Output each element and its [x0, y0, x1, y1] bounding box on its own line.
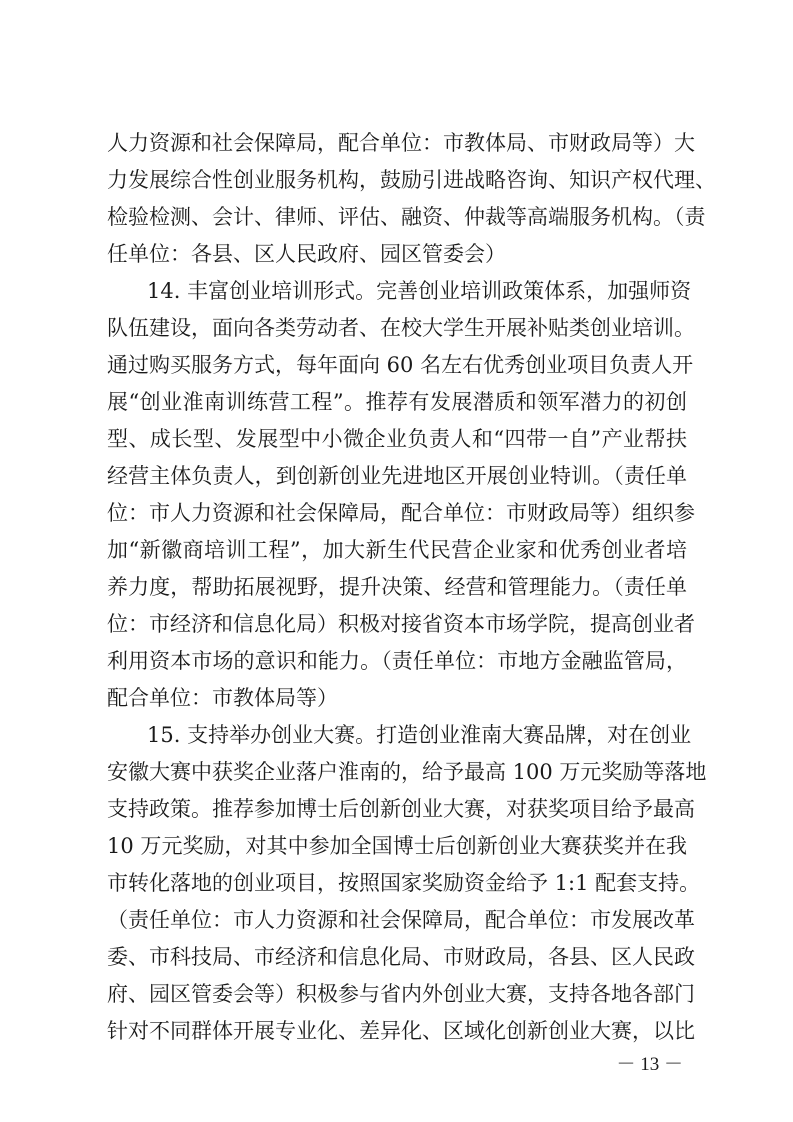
text-line: 任单位：各县、区人民政府、园区管委会）	[107, 242, 506, 266]
text-line: 位：市经济和信息化局）积极对接省资本市场学院，提高创业者	[107, 612, 695, 636]
text-line: 展“创业淮南训练营工程”。推荐有发展潜质和领军潜力的初创	[107, 390, 687, 414]
text-line: （责任单位：市人力资源和社会保障局，配合单位：市发展改革	[107, 908, 695, 932]
text-line: 检验检测、会计、律师、评估、融资、仲裁等高端服务机构。（责	[107, 205, 706, 229]
text-line: 位：市人力资源和社会保障局，配合单位：市财政局等）组织参	[107, 501, 695, 525]
text-line: 人力资源和社会保障局，配合单位：市教体局、市财政局等）大	[107, 131, 695, 155]
text-line: 配合单位：市教体局等）	[107, 686, 338, 710]
page-number: － 13 －	[616, 1054, 683, 1075]
text-line: 队伍建设，面向各类劳动者、在校大学生开展补贴类创业培训。	[107, 316, 695, 340]
paragraph-15-heading-line: 15. 支持举办创业大赛。打造创业淮南大赛品牌，对在创业	[147, 723, 692, 747]
text-line: 经营主体负责人，到创新创业先进地区开展创业特训。（责任单	[107, 464, 687, 488]
text-line: 利用资本市场的意识和能力。（责任单位：市地方金融监管局，	[107, 649, 687, 673]
text-line: 养力度，帮助拓展视野，提升决策、经营和管理能力。（责任单	[107, 575, 687, 599]
text-line: 安徽大赛中获奖企业落户淮南的，给予最高 100 万元奖励等落地	[107, 760, 707, 784]
text-line: 委、市科技局、市经济和信息化局、市财政局，各县、区人民政	[107, 945, 695, 969]
paragraph-14-heading-line: 14. 丰富创业培训形式。完善创业培训政策体系，加强师资	[147, 279, 692, 303]
text-line: 10 万元奖励，对其中参加全国博士后创新创业大赛获奖并在我	[107, 834, 687, 858]
text-line: 府、园区管委会等）积极参与省内外创业大赛，支持各地各部门	[107, 982, 695, 1006]
text-line: 市转化落地的创业项目，按照国家奖励资金给予 1:1 配套支持。	[107, 871, 701, 895]
text-line: 针对不同群体开展专业化、差异化、区域化创新创业大赛，以比	[107, 1019, 695, 1043]
text-line: 力发展综合性创业服务机构，鼓励引进战略咨询、知识产权代理、	[107, 168, 716, 192]
text-line: 加“新徽商培训工程”，加大新生代民营企业家和优秀创业者培	[107, 538, 687, 562]
text-line: 支持政策。推荐参加博士后创新创业大赛，对获奖项目给予最高	[107, 797, 695, 821]
text-line: 通过购买服务方式，每年面向 60 名左右优秀创业项目负责人开	[107, 353, 694, 377]
text-line: 型、成长型、发展型中小微企业负责人和“四带一自”产业帮扶	[107, 427, 687, 451]
